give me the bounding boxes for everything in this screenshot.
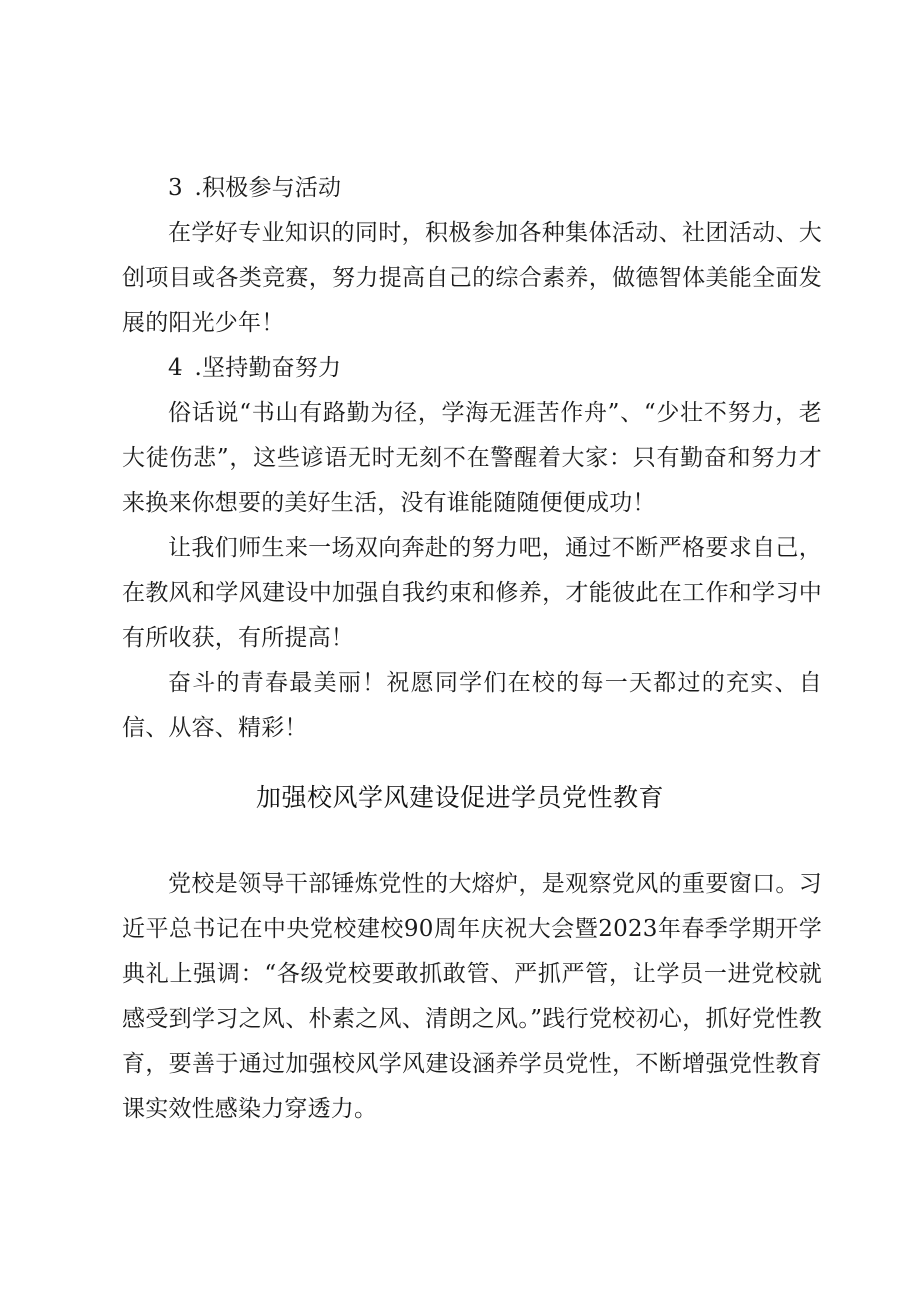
paragraph-activities: 在学好专业知识的同时，积极参加各种集体活动、社团活动、大创项目或各类竞赛，努力提高自己的综合素养，做德智体美能全面发展的阳光少年！ bbox=[122, 220, 822, 336]
paragraph-teachers-students: 让我们师生来一场双向奔赴的努力吧，通过不断严格要求自己，在教风和学风建设中加强自我约束和修养，才能彼此在工作和学习中有所收获，有所提高！ bbox=[122, 535, 822, 651]
paragraph-closing: 奋斗的青春最美丽！祝愿同学们在校的每一天都过的充实、自信、从容、精彩！ bbox=[122, 670, 822, 741]
heading-3: 3 .积极参与活动 bbox=[168, 175, 342, 201]
article-2-body bbox=[122, 862, 822, 1132]
paragraph-party-school: 党校是领导干部锤炼党性的大熔炉，是观察党风的重要窗口。习近平总书记在中央党校建校90周年庆祝大会暨2023年春季学期开学典礼上强调：“各级党校要敢抓敢管、严抓严管，让学员一进党校就感受到学习之风、朴素之风、清朗之风。”践行党校初心，抓好党性教育，要善于通过加强校风学风建设涵养学员党性，不断增强党性教育课实效性感染力穿透力。 bbox=[122, 871, 822, 1122]
article-2-title: 加强校风学风建设促进学员党性教育 bbox=[255, 783, 664, 812]
heading-4: 4 .坚持勤奋努力 bbox=[168, 355, 342, 381]
paragraph-diligence: 俗话说“书山有路勤为径，学海无涯苦作舟”、“少壮不努力，老大徒伤悲”，这些谚语无时无刻不在警醒着大家：只有勤奋和努力才来换来你想要的美好生活，没有谁能随随便便成功！ bbox=[122, 400, 822, 516]
article-1-body bbox=[122, 166, 822, 751]
